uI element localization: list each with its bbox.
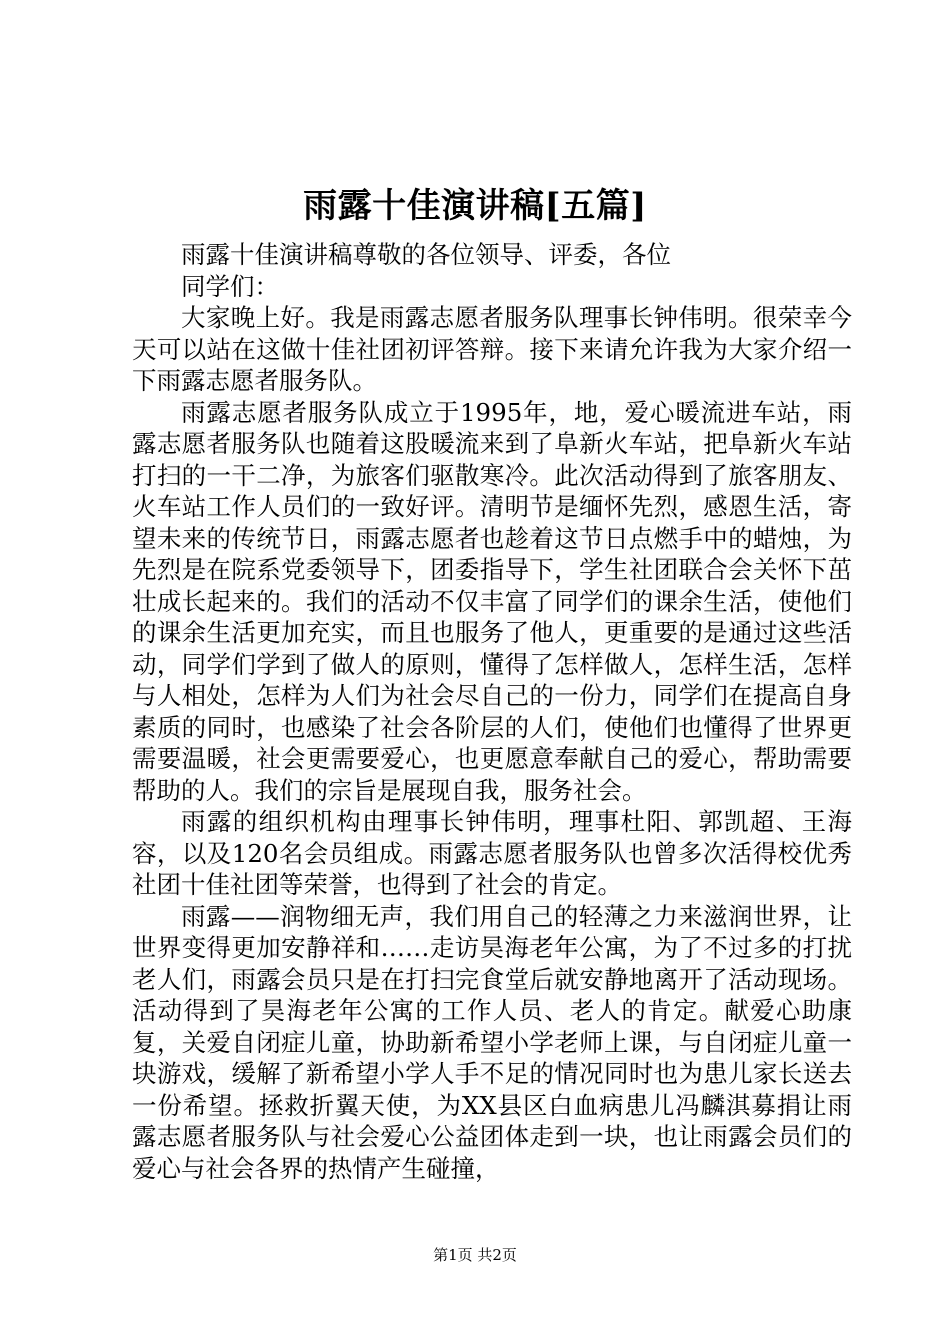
body-paragraph: 雨露——润物细无声，我们用自己的轻薄之力来滋润世界，让世界变得更加安静祥和……走访昊海老年公寓，为了不过多的打扰老人们，雨露会员只是在打扫完食堂后就安静地离开了活动现场。活动得到了昊海老年公寓的工作人员、老人的肯定。献爱心助康复，关爱自闭症儿童，协助新希望小学老师上课，与自闭症儿童一块游戏，缓解了新希望小学人手不足的情况同时也为患儿家长送去一份希望。拯救折翼天使，为XX县区白血病患儿冯麟淇募捐让雨露志愿者服务队与社会爱心公益团体走到一块，也让雨露会员们的爱心与社会各界的热情产生碰撞， (132, 901, 852, 1183)
body-paragraph: 大家晚上好。我是雨露志愿者服务队理事长钟伟明。很荣幸今天可以站在这做十佳社团初评答辩。接下来请允许我为大家介绍一下雨露志愿者服务队。 (132, 303, 852, 395)
greeting-line: 雨露十佳演讲稿尊敬的各位领导、评委，各位 (181, 240, 671, 269)
greeting-line: 同学们： (181, 271, 279, 301)
page-number-footer: 第1页 共2页 (433, 1246, 517, 1264)
document-title: 雨露十佳演讲稿[五篇] (303, 186, 647, 226)
document-body (132, 239, 852, 1184)
body-paragraph: 雨露的组织机构由理事长钟伟明，理事杜阳、郭凯超、王海容，以及120名会员组成。雨露志愿者服务队也曾多次活得校优秀社团十佳社团等荣誉，也得到了社会的肯定。 (132, 807, 852, 899)
body-paragraph: 雨露志愿者服务队成立于1995年，地，爱心暖流进车站，雨露志愿者服务队也随着这股暖流来到了阜新火车站，把阜新火车站打扫的一干二净，为旅客们驱散寒冷。此次活动得到了旅客朋友、火车站工作人员们的一致好评。清明节是缅怀先烈，感恩生活，寄望未来的传统节日，雨露志愿者也趁着这节日点燃手中的蜡烛，为先烈是在院系党委领导下，团委指导下，学生社团联合会关怀下茁壮成长起来的。我们的活动不仅丰富了同学们的课余生活，使他们的课余生活更加充实，而且也服务了他人，更重要的是通过这些活动，同学们学到了做人的原则，懂得了怎样做人，怎样生活，怎样与人相处，怎样为人们为社会尽自己的一份力，同学们在提高自身素质的同时，也感染了社会各阶层的人们，使他们也懂得了世界更需要温暖，社会更需要爱心，也更愿意奉献自己的爱心，帮助需要帮助的人。我们的宗旨是展现自我，服务社会。 (132, 397, 852, 805)
